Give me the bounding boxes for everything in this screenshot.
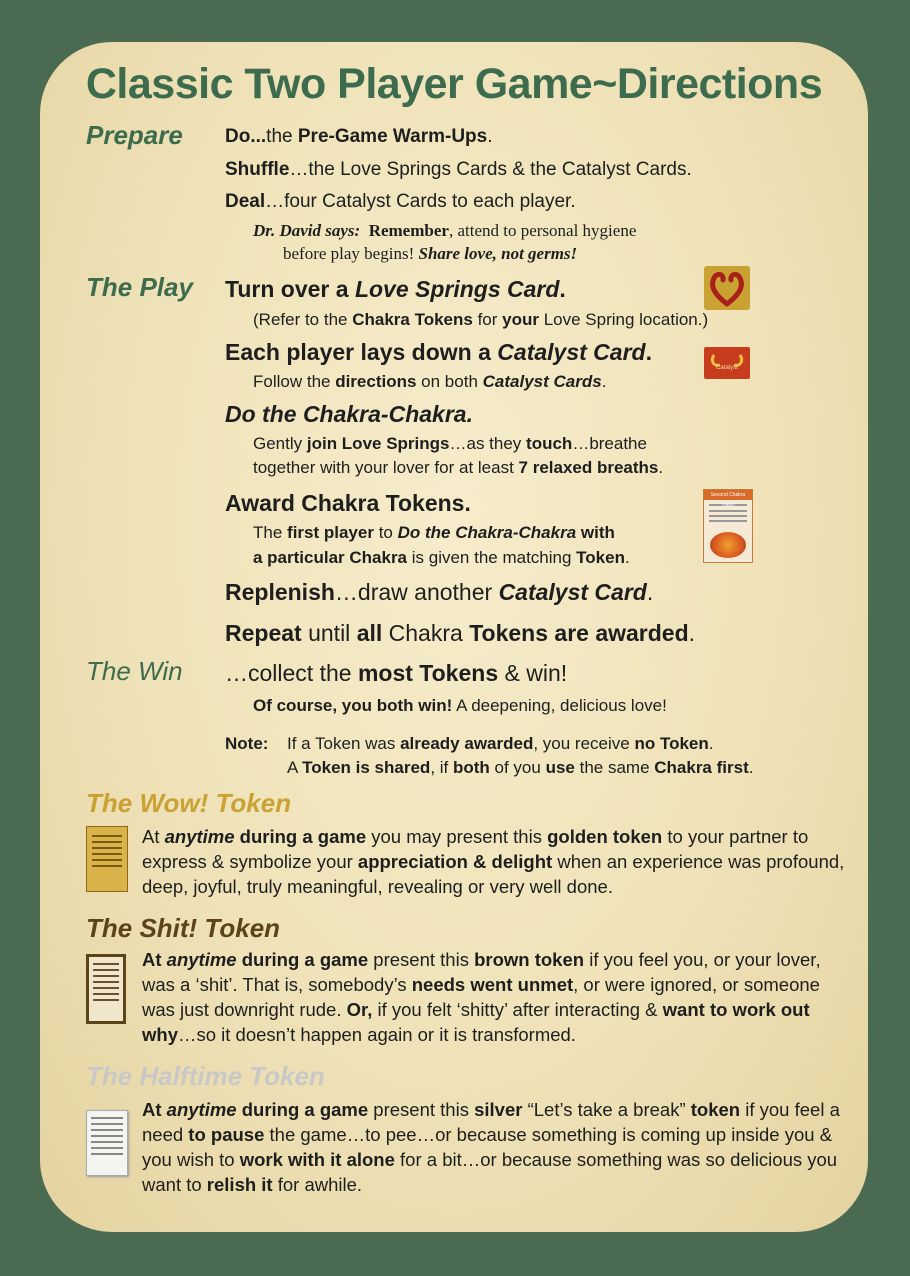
catalyst-card-icon: Catalyst xyxy=(704,347,750,379)
win-note-label: Note: xyxy=(225,734,269,753)
shit-token-icon xyxy=(86,954,126,1024)
prepare-heading: Prepare xyxy=(86,120,183,150)
love-springs-card-icon xyxy=(704,266,750,310)
win-note-line2: A Token is shared, if both of you use the same Chakra first. xyxy=(287,758,754,777)
win-heading: The Win xyxy=(86,656,183,686)
play-step-lay-down: Each player lays down a Catalyst Card. xyxy=(225,339,652,365)
dr-david-note-line2: before play begins! Share love, not germs! xyxy=(283,244,578,263)
dr-david-note-line1: Dr. David says: Remember, attend to personal hygiene xyxy=(253,221,637,240)
chakra-token-card-icon: Second Chakra Token xyxy=(703,489,753,563)
wow-token-description: At anytime during a game you may present this golden token to your partner to express & symbolize your appreciation & delight when an experience was profound, deep, joyful, truly meaningful, revealing or very well done. xyxy=(142,826,845,897)
play-step-turn-over-note: (Refer to the Chakra Tokens for your Love Spring location.) xyxy=(253,310,709,329)
play-step-chakra-chakra: Do the Chakra-Chakra. xyxy=(225,401,473,427)
play-step-turn-over: Turn over a Love Springs Card. xyxy=(225,276,566,302)
shit-token-description: At anytime during a game present this brown token if you feel you, or your lover, was a ‘shit’. That is, somebody’s needs went unmet, or were ignored, or someone was just downright rude. Or, if you felt ‘shitty’ after interacting & want to work out why…so it doesn’t happen again or it is transformed. xyxy=(142,949,821,1045)
play-heading: The Play xyxy=(86,272,193,302)
halftime-token-description: At anytime during a game present this silver “Let’s take a break” token if you feel a need to pause the game…to pee…or because something is coming up inside you & you wish to work with it alone for a bit…or because something was so delicious you want to relish it for awhile. xyxy=(142,1099,840,1195)
win-line-collect: …collect the most Tokens & win! xyxy=(225,660,568,686)
play-step-award-note1: The first player to Do the Chakra-Chakra with xyxy=(253,523,615,542)
play-step-lay-down-note: Follow the directions on both Catalyst Cards. xyxy=(253,372,607,391)
play-step-replenish: Replenish…draw another Catalyst Card. xyxy=(225,579,654,605)
directions-card xyxy=(40,42,868,1232)
prepare-line-warmups: Do...the Pre-Game Warm-Ups. xyxy=(225,126,493,147)
play-step-chakra-note1: Gently join Love Springs…as they touch…breathe xyxy=(253,434,647,453)
prepare-line-shuffle: Shuffle…the Love Springs Cards & the Catalyst Cards. xyxy=(225,159,692,180)
halftime-token-icon xyxy=(86,1110,128,1176)
play-step-award-note2: a particular Chakra is given the matching Token. xyxy=(253,548,630,567)
prepare-line-deal: Deal…four Catalyst Cards to each player. xyxy=(225,191,576,212)
wow-token-heading: The Wow! Token xyxy=(86,788,292,818)
play-step-chakra-note2: together with your lover for at least 7 relaxed breaths. xyxy=(253,458,664,477)
win-note-line1: If a Token was already awarded, you receive no Token. xyxy=(287,734,714,753)
page-title: Classic Two Player Game~Directions xyxy=(85,60,823,108)
win-line-both-win: Of course, you both win! A deepening, delicious love! xyxy=(253,696,667,715)
play-step-repeat: Repeat until all Chakra Tokens are awarded. xyxy=(225,620,696,646)
wow-token-icon xyxy=(86,826,128,892)
halftime-token-heading: The Halftime Token xyxy=(86,1061,325,1091)
shit-token-heading: The Shit! Token xyxy=(86,913,281,943)
play-step-award: Award Chakra Tokens. xyxy=(225,490,471,516)
